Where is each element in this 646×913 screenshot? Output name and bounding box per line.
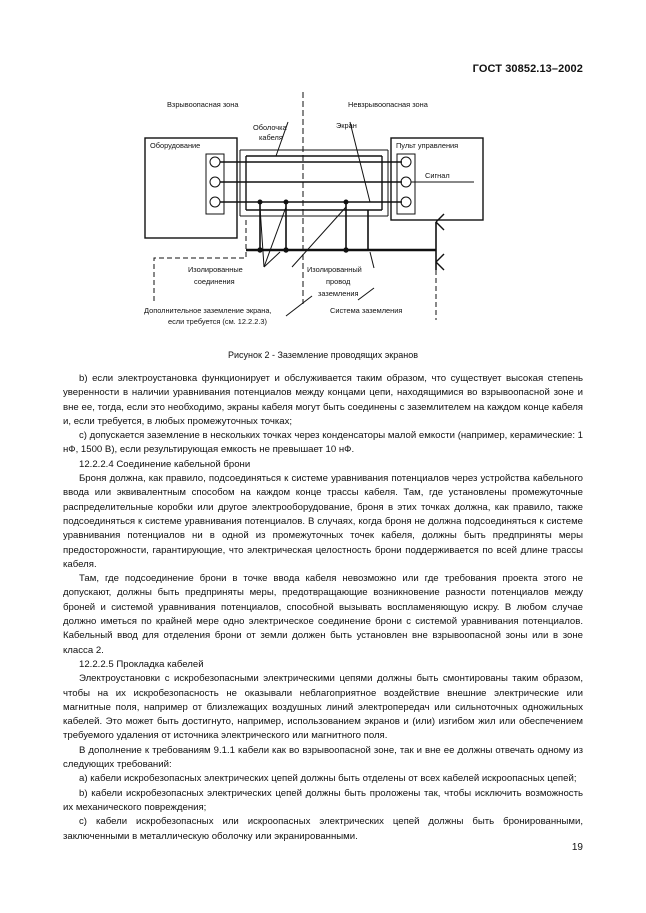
section-heading: 12.2.2.4 Соединение кабельной брони [79, 458, 251, 470]
insulated-joints-label-2: соединения [194, 277, 235, 286]
document-header: ГОСТ 30852.13–2002 [472, 63, 583, 75]
grounding-diagram-svg [140, 92, 459, 340]
equipment-label: Оборудование [150, 141, 201, 150]
insulated-wire-label-2: провод [326, 277, 351, 286]
screen-label: Экран [336, 121, 357, 130]
paragraph: b) если электроустановка функционирует и обслуживается таким образом, что существует высокая степень уверенности в наличии уравнивания потенциалов между концами цепи, находящимися во взрывоопасной зоне и вне ее, тогда, если это необходимо, экраны кабеля могут быть соединены с заземлителем на каждом конце кабеля и, если требуется, в любых промежуточных точках; [63, 373, 583, 427]
panel-terminal-1 [401, 157, 411, 167]
figure-caption: Рисунок 2 - Заземление проводящих экранов [228, 350, 418, 360]
panel-terminal-2 [401, 177, 411, 187]
ground-system-label: Система заземления [330, 306, 403, 315]
insulated-joints-label: Изолированные [188, 265, 243, 274]
insulated-wire-label-3: заземления [318, 289, 359, 298]
paragraph: c) допускается заземление в нескольких точках через конденсаторы малой емкости (например, керамические: 1 нФ, 1500 В), если результирующая емкость не превышает 10 нФ. [63, 430, 583, 456]
paragraph: Броня должна, как правило, подсоединяться к системе уравнивания потенциалов через устройства кабельного ввода или эквивалентным способом на каждом конце трассы кабеля. Там, где установлены промежуточные распределительные коробки или другое электрооборудование, броня в этих точках должна, как правило, также подсоединяться к системе уравнивания потенциалов. В случаях, когда броня не должна подсоединяться к системе уравнивания потенциалов ни в одной из промежуточных точек кабеля, должны быть предприняты меры предосторожности, гарантирующие, что электрическая целостность брони поддерживается по всей длине трассы кабеля. [63, 473, 583, 570]
signal-label: Сигнал [425, 171, 450, 180]
zone-safe-label: Невзрывоопасная зона [348, 100, 428, 109]
panel-terminal-strip [397, 154, 415, 214]
equipment-terminal-strip [206, 154, 224, 214]
equipment-terminal-2 [210, 177, 220, 187]
list-item: c) кабели искробезопасных или искроопасных электрических цепей должны быть бронированными, заключенными в металлическую оболочку или экранированными. [63, 816, 583, 842]
insulated-wire-label: Изолированный [307, 265, 362, 274]
equipment-terminal-3 [210, 197, 220, 207]
control-panel-label: Пульт управления [396, 141, 459, 150]
paragraph: Электроустановки с искробезопасными электрическими цепями должны быть смонтированы таким образом, чтобы на их искробезопасность не оказывали неблагоприятное воздействие внешние электрические или магнитные поля, например от близлежащих воздушных линий электропередач или сильноточных одножильных кабелей. Это может быть достигнуто, например, использованием экранов и (или) изгибом жил или обеспечением требуемого удаления от источника электрического или магнитного поля. [63, 673, 583, 742]
page-number: 19 [571, 842, 583, 853]
cable-sheath-label: Оболочка [253, 123, 287, 132]
paragraph: Там, где подсоединение брони в точке ввода кабеля невозможно или где требования проекта этого не допускают, должны быть предприняты меры, предотвращающие возникновение разности потенциалов между броней и системой уравнивания потенциалов, способной вызывать воспламеняющую искру. В любом случае должно иметься по крайней мере одно электрическое соединение брони с системой уравнивания потенциалов. Кабельный ввод для отделения брони от земли должен быть установлен вне взрывоопасной зоны или в зоне класса 2. [63, 573, 583, 656]
section-heading: 12.2.2.5 Прокладка кабелей [79, 658, 204, 670]
extra-ground-label-2: если требуется (см. 12.2.2.3) [168, 317, 267, 326]
grounding-diagram [140, 92, 459, 340]
paragraph: В дополнение к требованиям 9.1.1 кабели как во взрывоопасной зоне, так и вне ее должны отвечать одному из следующих требований: [63, 744, 583, 771]
list-item: a) кабели искробезопасных электрических цепей должны быть отделены от всех кабелей искроопасных цепей; [79, 773, 577, 785]
extra-ground-path [154, 220, 246, 302]
equipment-terminal-1 [210, 157, 220, 167]
list-item: b) кабели искробезопасных электрических цепей должны быть проложены так, чтобы исключить возможность их механического повреждения; [63, 787, 583, 813]
panel-terminal-3 [401, 197, 411, 207]
equipment-box [145, 138, 237, 238]
body-text [63, 372, 583, 844]
cable-sheath-label-2: кабеля [259, 133, 283, 142]
extra-ground-label: Дополнительное заземление экрана, [144, 306, 272, 315]
zone-hazardous-label: Взрывоопасная зона [167, 100, 239, 109]
